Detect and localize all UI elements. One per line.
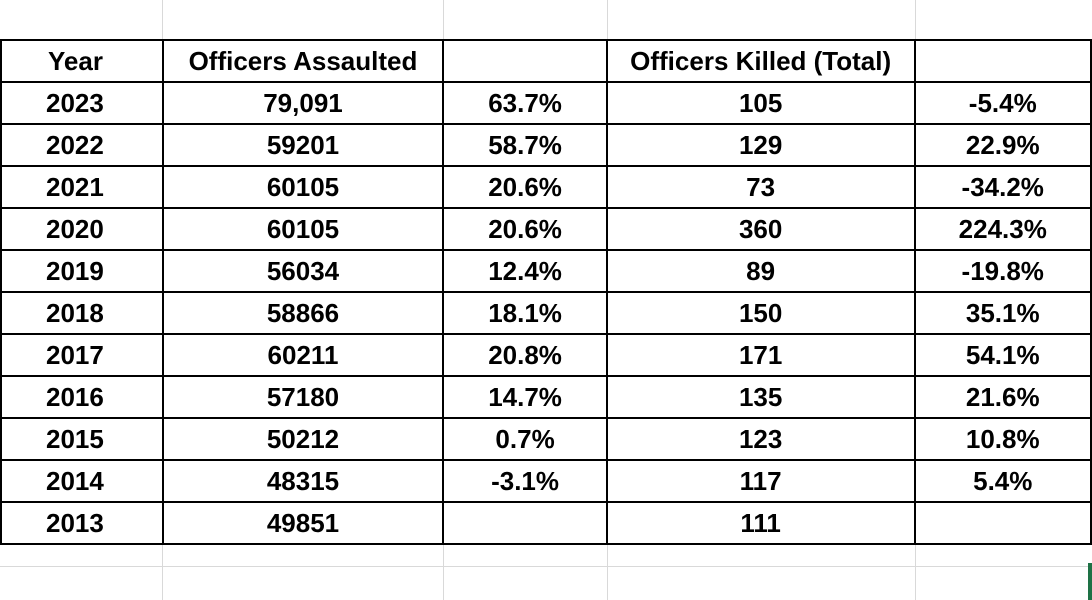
table-row (1, 502, 1091, 544)
assaulted-change-cell[interactable]: -3.1% (443, 460, 606, 502)
assaulted-change-cell[interactable]: 20.6% (443, 208, 606, 250)
selection-handle[interactable] (1088, 563, 1092, 600)
assaulted-cell[interactable]: 59201 (163, 124, 444, 166)
killed-cell[interactable]: 89 (607, 250, 915, 292)
killed-change-cell[interactable]: 10.8% (915, 418, 1092, 460)
table-row (1, 208, 1091, 250)
year-cell[interactable]: 2020 (1, 208, 163, 250)
table-row (1, 82, 1091, 124)
assaulted-cell[interactable]: 60105 (163, 166, 444, 208)
table-row (1, 334, 1091, 376)
table-row (1, 124, 1091, 166)
killed-cell[interactable]: 73 (607, 166, 915, 208)
killed-cell[interactable]: 111 (607, 502, 915, 544)
killed-change-cell[interactable] (915, 502, 1092, 544)
header-cell-officers-killed[interactable]: Officers Killed (Total) (607, 40, 915, 82)
table-row (1, 292, 1091, 334)
table-row (1, 250, 1091, 292)
killed-cell[interactable]: 150 (607, 292, 915, 334)
killed-cell[interactable]: 105 (607, 82, 915, 124)
year-cell[interactable]: 2021 (1, 166, 163, 208)
assaulted-cell[interactable]: 58866 (163, 292, 444, 334)
killed-change-cell[interactable]: 21.6% (915, 376, 1092, 418)
year-cell[interactable]: 2023 (1, 82, 163, 124)
killed-change-cell[interactable]: -5.4% (915, 82, 1092, 124)
assaulted-change-cell[interactable]: 0.7% (443, 418, 606, 460)
killed-cell[interactable]: 171 (607, 334, 915, 376)
killed-change-cell[interactable]: -34.2% (915, 166, 1092, 208)
killed-change-cell[interactable]: 224.3% (915, 208, 1092, 250)
header-cell-assaulted-change[interactable] (443, 40, 606, 82)
assaulted-change-cell[interactable]: 14.7% (443, 376, 606, 418)
killed-change-cell[interactable]: 54.1% (915, 334, 1092, 376)
year-cell[interactable]: 2022 (1, 124, 163, 166)
gridline (0, 566, 1092, 567)
year-cell[interactable]: 2018 (1, 292, 163, 334)
table-row (1, 460, 1091, 502)
assaulted-cell[interactable]: 56034 (163, 250, 444, 292)
assaulted-cell[interactable]: 50212 (163, 418, 444, 460)
assaulted-change-cell[interactable] (443, 502, 606, 544)
header-row (1, 40, 1091, 82)
header-cell-year[interactable]: Year (1, 40, 163, 82)
assaulted-change-cell[interactable]: 18.1% (443, 292, 606, 334)
killed-change-cell[interactable]: 22.9% (915, 124, 1092, 166)
table-row (1, 418, 1091, 460)
killed-change-cell[interactable]: -19.8% (915, 250, 1092, 292)
assaulted-cell[interactable]: 57180 (163, 376, 444, 418)
killed-cell[interactable]: 129 (607, 124, 915, 166)
assaulted-cell[interactable]: 79,091 (163, 82, 444, 124)
year-cell[interactable]: 2019 (1, 250, 163, 292)
assaulted-cell[interactable]: 60105 (163, 208, 444, 250)
killed-change-cell[interactable]: 35.1% (915, 292, 1092, 334)
year-cell[interactable]: 2015 (1, 418, 163, 460)
killed-cell[interactable]: 360 (607, 208, 915, 250)
assaulted-cell[interactable]: 49851 (163, 502, 444, 544)
year-cell[interactable]: 2014 (1, 460, 163, 502)
header-cell-officers-assaulted[interactable]: Officers Assaulted (163, 40, 444, 82)
assaulted-change-cell[interactable]: 20.6% (443, 166, 606, 208)
killed-cell[interactable]: 117 (607, 460, 915, 502)
killed-change-cell[interactable]: 5.4% (915, 460, 1092, 502)
killed-cell[interactable]: 135 (607, 376, 915, 418)
header-cell-killed-change[interactable] (915, 40, 1092, 82)
assaulted-change-cell[interactable]: 63.7% (443, 82, 606, 124)
year-cell[interactable]: 2013 (1, 502, 163, 544)
year-cell[interactable]: 2016 (1, 376, 163, 418)
assaulted-cell[interactable]: 48315 (163, 460, 444, 502)
assaulted-change-cell[interactable]: 58.7% (443, 124, 606, 166)
killed-cell[interactable]: 123 (607, 418, 915, 460)
table-row (1, 376, 1091, 418)
officers-data-table (0, 39, 1092, 545)
assaulted-change-cell[interactable]: 12.4% (443, 250, 606, 292)
assaulted-cell[interactable]: 60211 (163, 334, 444, 376)
assaulted-change-cell[interactable]: 20.8% (443, 334, 606, 376)
year-cell[interactable]: 2017 (1, 334, 163, 376)
table-row (1, 166, 1091, 208)
